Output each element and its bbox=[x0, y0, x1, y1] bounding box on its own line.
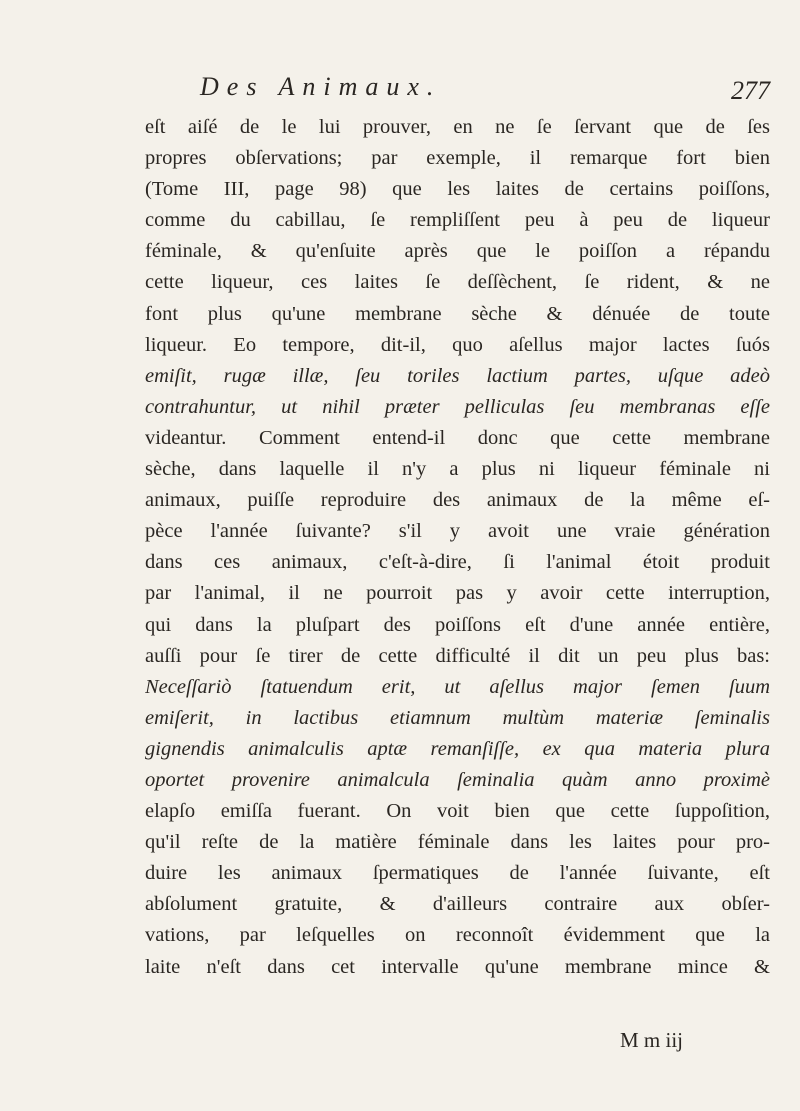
text-line: auſſi pour ſe tirer de cette difficulté il dit un peu plus bas: bbox=[145, 644, 770, 667]
text-line: videantur. Comment entend-il donc que cette membrane bbox=[145, 426, 770, 449]
text-line: pèce l'année ſuivante? s'il y avoit une vraie génération bbox=[145, 520, 770, 543]
text-line: font plus qu'une membrane sèche & dénuée de toute bbox=[145, 302, 770, 325]
text-line: duire les animaux ſpermatiques de l'année ſuivante, eſt bbox=[145, 862, 770, 885]
text-line: laite n'eſt dans cet intervalle qu'une membrane mince & bbox=[145, 955, 770, 978]
page-number: 277 bbox=[731, 76, 770, 105]
text-line: elapſo emiſſa fuerant. On voit bien que cette ſuppoſition, bbox=[145, 800, 770, 823]
latin-quote-line: contrahuntur, ut nihil præter pelliculas ſeu membranas eſſe bbox=[145, 395, 770, 418]
text-line: animaux, puiſſe reproduire des animaux de la même eſ- bbox=[145, 489, 770, 512]
text-line: cette liqueur, ces laites ſe deſſèchent, ſe rident, & ne bbox=[145, 271, 770, 294]
text-line: abſolument gratuite, & d'ailleurs contraire aux obſer- bbox=[145, 893, 770, 916]
text-line: vations, par leſquelles on reconnoît évidemment que la bbox=[145, 924, 770, 947]
signature-mark: M m iij bbox=[620, 1028, 684, 1052]
latin-quote-line: gignendis animalculis aptæ remanſiſſe, ex qua materia plura bbox=[145, 737, 770, 760]
text-line: dans ces animaux, c'eſt-à-dire, ſi l'animal étoit produit bbox=[145, 551, 770, 574]
text-line: liqueur. Eo tempore, dit-il, quo aſellus major lactes ſuós bbox=[145, 333, 770, 356]
text-line: par l'animal, il ne pourroit pas y avoir cette interruption, bbox=[145, 582, 770, 605]
latin-quote-line: emiſit, rugæ illæ, ſeu toriles lactium partes, uſque adeò bbox=[145, 364, 770, 387]
text-line: (Tome III, page 98) que les laites de certains poiſſons, bbox=[145, 178, 770, 201]
latin-quote-line: Neceſſariò ſtatuendum erit, ut aſellus major ſemen ſuum bbox=[145, 675, 770, 698]
text-line: eſt aiſé de le lui prouver, en ne ſe ſervant que de ſes bbox=[145, 116, 770, 138]
text-line: sèche, dans laquelle il n'y a plus ni liqueur féminale ni bbox=[145, 458, 770, 481]
latin-quote-line: oportet provenire animalcula ſeminalia quàm anno proximè bbox=[145, 768, 770, 791]
text-line: qui dans la pluſpart des poiſſons eſt d'une année entière, bbox=[145, 613, 770, 636]
text-line: propres obſervations; par exemple, il remarque fort bien bbox=[145, 147, 770, 170]
page-header bbox=[200, 72, 770, 112]
body-text bbox=[145, 112, 770, 983]
running-head: Des Animaux. bbox=[200, 72, 442, 101]
text-line: qu'il reſte de la matière féminale dans les laites pour pro- bbox=[145, 831, 770, 854]
text-line: comme du cabillau, ſe rempliſſent peu à peu de liqueur bbox=[145, 209, 770, 232]
latin-quote-line: emiſerit, in lactibus etiamnum multùm materiæ ſeminalis bbox=[145, 706, 770, 729]
text-line: féminale, & qu'enſuite après que le poiſſon a répandu bbox=[145, 240, 770, 263]
